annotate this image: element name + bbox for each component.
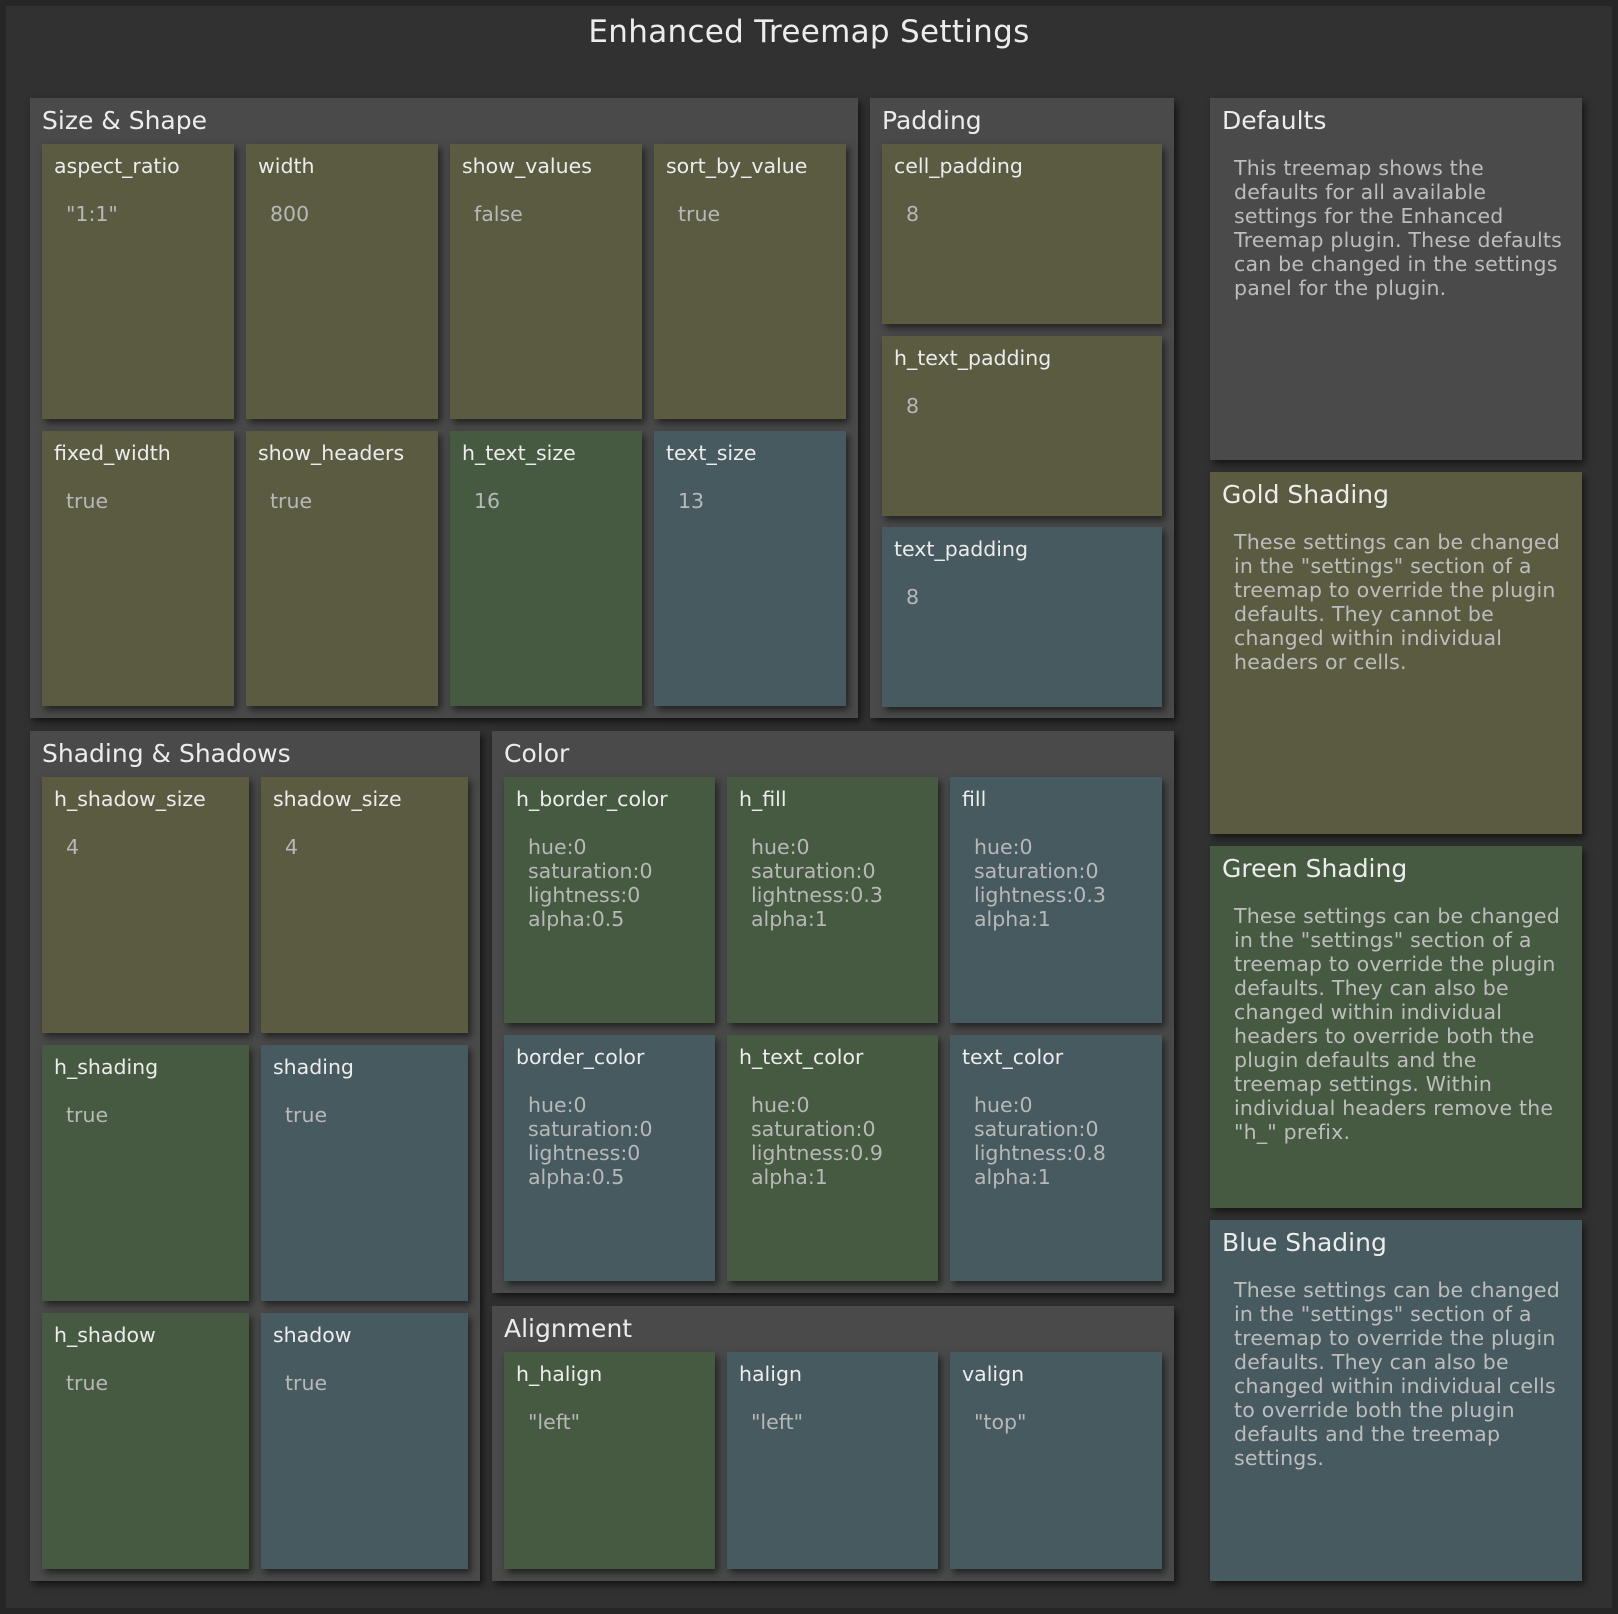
cell-border-color[interactable] — [504, 1035, 715, 1281]
cell-h-shadow-size[interactable] — [42, 777, 249, 1033]
cell-shadow-size[interactable] — [261, 777, 468, 1033]
cell-shadow[interactable] — [261, 1313, 468, 1569]
cell-value: true — [285, 1371, 328, 1395]
cell-text-padding[interactable] — [882, 527, 1162, 707]
cell-value: "left" — [751, 1410, 804, 1434]
group-title: Padding — [882, 106, 982, 135]
note-title: Green Shading — [1222, 854, 1408, 883]
cell-value: true — [678, 202, 721, 226]
cell-value: 8 — [906, 585, 920, 609]
cell-value: "top" — [974, 1410, 1027, 1434]
note-green-shading — [1210, 846, 1582, 1208]
cell-value: true — [66, 1103, 109, 1127]
cell-name: shadow_size — [273, 787, 402, 811]
cell-name: h_text_size — [462, 441, 576, 465]
cell-value: 800 — [270, 202, 310, 226]
cell-value: hue:0 saturation:0 lightness:0.8 alpha:1 — [974, 1093, 1106, 1189]
cell-value: hue:0 saturation:0 lightness:0 alpha:0.5 — [528, 835, 653, 931]
page-title: Enhanced Treemap Settings — [588, 14, 1030, 50]
cell-show-headers[interactable] — [246, 431, 438, 706]
cell-value: 4 — [285, 835, 299, 859]
cell-fill[interactable] — [950, 777, 1162, 1023]
cell-name: h_shadow — [54, 1323, 156, 1347]
cell-h-text-color[interactable] — [727, 1035, 938, 1281]
cell-name: aspect_ratio — [54, 154, 180, 178]
cell-h-shadow[interactable] — [42, 1313, 249, 1569]
cell-aspect-ratio[interactable] — [42, 144, 234, 419]
cell-h-shading[interactable] — [42, 1045, 249, 1301]
cell-value: 13 — [678, 489, 705, 513]
cell-name: h_halign — [516, 1362, 603, 1386]
cell-name: h_text_padding — [894, 346, 1052, 370]
cell-value: true — [66, 489, 109, 513]
cell-name: fill — [962, 787, 987, 811]
cell-value: hue:0 saturation:0 lightness:0.9 alpha:1 — [751, 1093, 883, 1189]
cell-name: sort_by_value — [666, 154, 808, 178]
cell-name: h_fill — [739, 787, 787, 811]
cell-name: valign — [962, 1362, 1025, 1386]
cell-value: 4 — [66, 835, 80, 859]
cell-h-text-size[interactable] — [450, 431, 642, 706]
cell-show-values[interactable] — [450, 144, 642, 419]
group-title: Shading & Shadows — [42, 739, 291, 768]
cell-h-fill[interactable] — [727, 777, 938, 1023]
note-text: These settings can be changed in the "settings" section of a treemap to override the plugin defaults. They can also be changed within individual cells to override both the plugin defaults and the treemap settings. — [1234, 1278, 1560, 1470]
cell-name: h_shadow_size — [54, 787, 206, 811]
cell-value: hue:0 saturation:0 lightness:0.3 alpha:1 — [751, 835, 883, 931]
cell-valign[interactable] — [950, 1352, 1162, 1569]
cell-name: text_color — [962, 1045, 1064, 1069]
cell-name: show_values — [462, 154, 592, 178]
note-text: This treemap shows the defaults for all available settings for the Enhanced Treemap plugin. These defaults can be changed in the settings panel for the plugin. — [1234, 156, 1562, 300]
cell-value: 8 — [906, 202, 920, 226]
cell-name: width — [258, 154, 315, 178]
cell-text-size[interactable] — [654, 431, 846, 706]
cell-fixed-width[interactable] — [42, 431, 234, 706]
cell-halign[interactable] — [727, 1352, 938, 1569]
cell-name: text_size — [666, 441, 757, 465]
cell-name: shadow — [273, 1323, 352, 1347]
cell-name: fixed_width — [54, 441, 171, 465]
cell-width[interactable] — [246, 144, 438, 419]
note-title: Defaults — [1222, 106, 1327, 135]
note-text: These settings can be changed in the "settings" section of a treemap to override the plugin defaults. They cannot be changed within individual headers or cells. — [1234, 530, 1560, 674]
cell-value: hue:0 saturation:0 lightness:0.3 alpha:1 — [974, 835, 1106, 931]
cell-value: true — [66, 1371, 109, 1395]
cell-value: true — [270, 489, 313, 513]
group-title: Color — [504, 739, 570, 768]
cell-name: halign — [739, 1362, 802, 1386]
cell-name: h_shading — [54, 1055, 159, 1079]
cell-name: text_padding — [894, 537, 1029, 561]
note-text: These settings can be changed in the "settings" section of a treemap to override the plugin defaults. They can also be changed within individual headers to override both the plugin defaults and the treemap settings. Within individual headers remove the "h_" prefix. — [1234, 904, 1560, 1144]
note-gold-shading — [1210, 472, 1582, 834]
cell-name: border_color — [516, 1045, 645, 1069]
cell-sort-by-value[interactable] — [654, 144, 846, 419]
cell-name: h_text_color — [739, 1045, 864, 1069]
cell-value: 16 — [474, 489, 501, 513]
note-title: Blue Shading — [1222, 1228, 1387, 1257]
cell-h-text-padding[interactable] — [882, 336, 1162, 516]
cell-text-color[interactable] — [950, 1035, 1162, 1281]
cell-shading[interactable] — [261, 1045, 468, 1301]
note-title: Gold Shading — [1222, 480, 1389, 509]
cell-value: "left" — [528, 1410, 581, 1434]
cell-value: "1:1" — [66, 202, 118, 226]
cell-value: hue:0 saturation:0 lightness:0 alpha:0.5 — [528, 1093, 653, 1189]
cell-value: 8 — [906, 394, 920, 418]
note-defaults — [1210, 98, 1582, 460]
cell-name: shading — [273, 1055, 354, 1079]
cell-value: true — [285, 1103, 328, 1127]
cell-cell-padding[interactable] — [882, 144, 1162, 324]
cell-name: cell_padding — [894, 154, 1023, 178]
cell-h-border-color[interactable] — [504, 777, 715, 1023]
cell-h-halign[interactable] — [504, 1352, 715, 1569]
group-title: Alignment — [504, 1314, 633, 1343]
note-blue-shading — [1210, 1220, 1582, 1581]
cell-name: show_headers — [258, 441, 405, 465]
cell-value: false — [474, 202, 523, 226]
group-title: Size & Shape — [42, 106, 207, 135]
cell-name: h_border_color — [516, 787, 668, 811]
